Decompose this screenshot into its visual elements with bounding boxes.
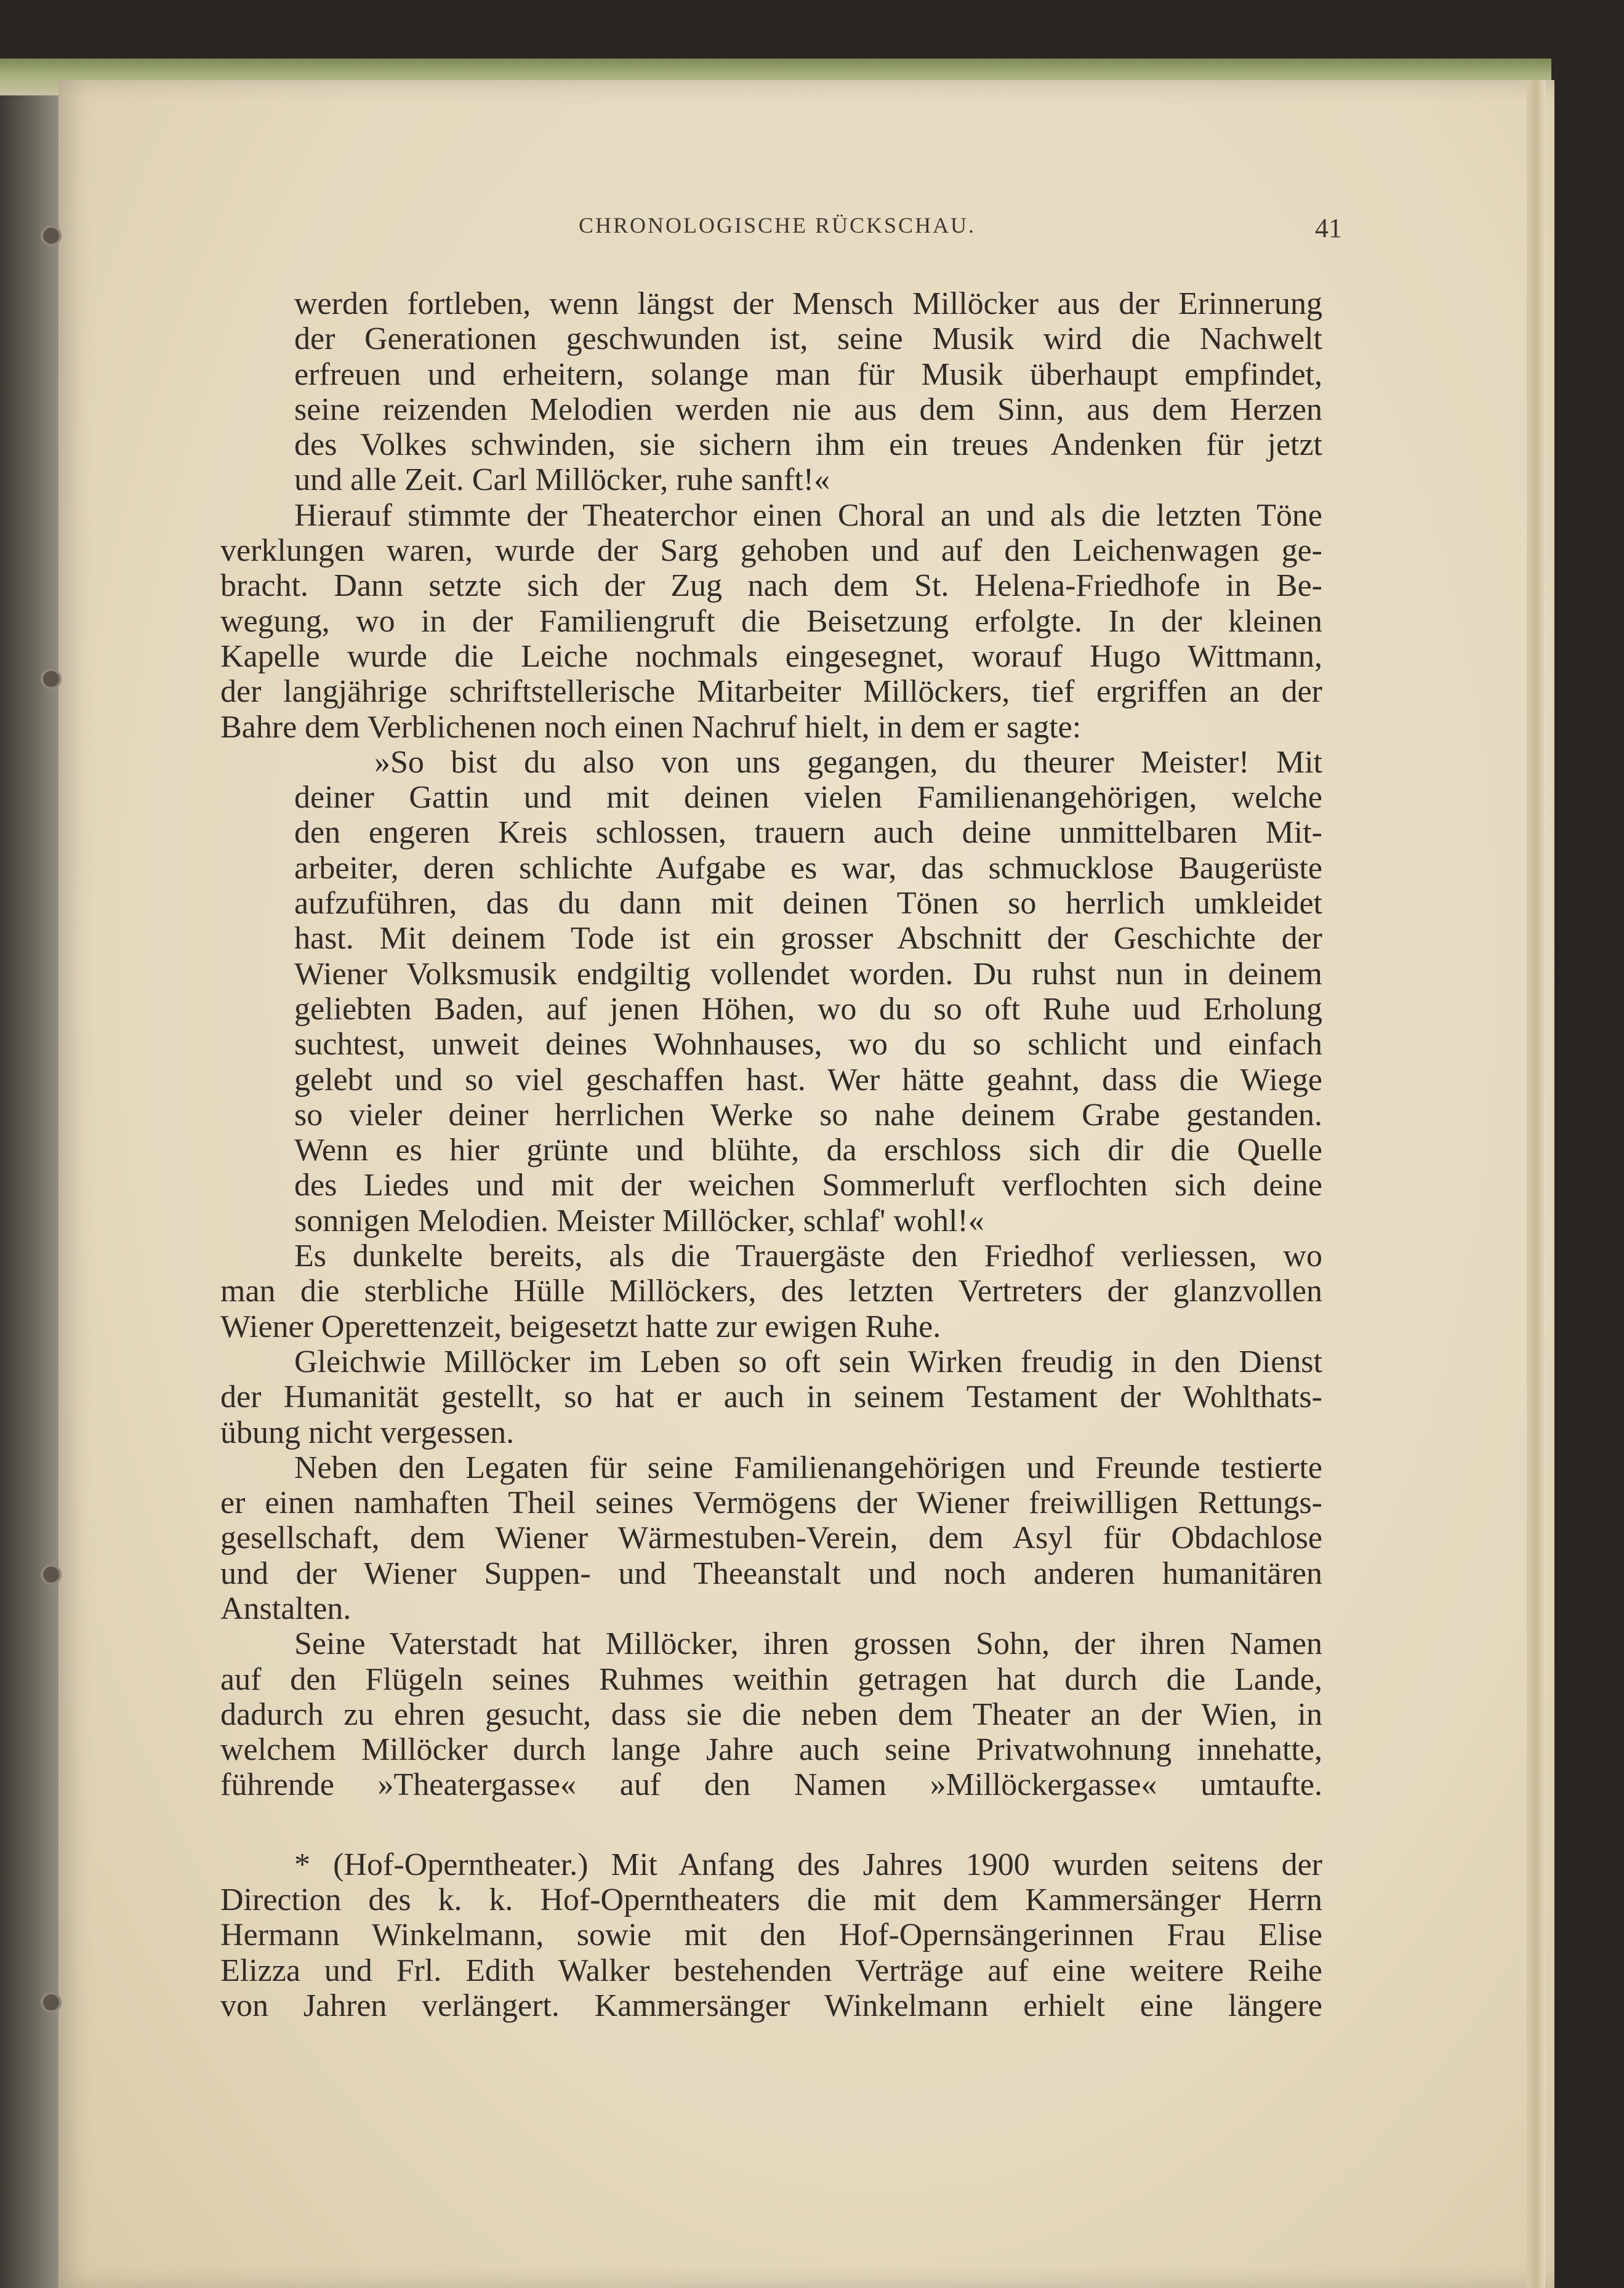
text-line: geliebten Baden, auf jenen Höhen, wo du so oft Ruhe uud Erholung — [294, 991, 1322, 1027]
binding-thread-mark — [43, 671, 59, 687]
text-line: Gleichwie Millöcker im Leben so oft sein Wirken freudig in den Dienst — [294, 1344, 1322, 1379]
text-line: Wiener Volksmusik endgiltig vollendet worden. Du ruhst nun in deinem — [294, 956, 1322, 992]
text-line: Elizza und Frl. Edith Walker bestehenden Verträge auf eine weitere Reihe — [220, 1953, 1322, 1988]
text-line: Neben den Legaten für seine Familienangehörigen und Freunde testierte — [294, 1450, 1322, 1485]
page-stack-edge — [1527, 80, 1545, 2288]
text-line: der langjährige schriftstellerische Mitarbeiter Millöckers, tief ergriffen an der — [220, 674, 1322, 710]
text-line: Wenn es hier grünte und blühte, da erschloss sich dir die Quelle — [294, 1133, 1322, 1168]
text-line: aufzuführen, das du dann mit deinen Tönen so herrlich umkleidet — [294, 886, 1322, 921]
text-line: Seine Vaterstadt hat Millöcker, ihren grossen Sohn, der ihren Namen — [294, 1626, 1322, 1662]
text-line: er einen namhaften Theil seines Vermögens der Wiener freiwilligen Rettungs- — [220, 1485, 1322, 1521]
text-line: verklungen waren, wurde der Sarg gehoben und auf den Leichenwagen ge- — [220, 533, 1322, 569]
text-line: gesellschaft, dem Wiener Wärmestuben-Verein, dem Asyl für Obdachlose — [220, 1520, 1322, 1556]
binding-thread-mark — [43, 228, 59, 244]
text-line: und alle Zeit. Carl Millöcker, ruhe sanft!« — [294, 462, 830, 498]
text-line: Hierauf stimmte der Theaterchor einen Choral an und als die letzten Töne — [294, 497, 1322, 533]
header-title: CHRONOLOGISCHE RÜCKSCHAU. — [579, 213, 976, 238]
text-line: arbeiter, deren schlichte Aufgabe es war, das schmucklose Baugerüste — [294, 850, 1322, 886]
text-line: wegung, wo in der Familiengruft die Beisetzung erfolgte. In der kleinen — [220, 603, 1322, 639]
text-line: dadurch zu ehren gesucht, dass sie die neben dem Theater an der Wien, in — [220, 1696, 1322, 1732]
text-line: Hermann Winkelmann, sowie mit den Hof-Opernsängerinnen Frau Elise — [220, 1917, 1322, 1953]
body-text — [220, 286, 1322, 2023]
text-line: erfreuen und erheitern, solange man für Musik überhaupt empfindet, — [294, 356, 1322, 392]
text-line: welchem Millöcker durch lange Jahre auch seine Privatwohnung innehatte, — [220, 1732, 1322, 1768]
text-line: werden fortleben, wenn längst der Mensch Millöcker aus der Erinnerung — [294, 286, 1322, 321]
text-line: der Humanität gestellt, so hat er auch in seinem Testament der Wohlthats- — [220, 1379, 1322, 1415]
text-line: hast. Mit deinem Tode ist ein grosser Abschnitt der Geschichte der — [294, 921, 1322, 957]
text-line: sonnigen Melodien. Meister Millöcker, schlaf' wohl!« — [294, 1203, 984, 1238]
text-line: man die sterbliche Hülle Millöckers, des letzten Vertreters der glanzvollen — [220, 1274, 1322, 1309]
text-line: und der Wiener Suppen- und Theeanstalt und noch anderen humanitären — [220, 1555, 1322, 1591]
text-line: des Volkes schwinden, sie sichern ihm ein treues Andenken für jetzt — [294, 427, 1322, 463]
text-line: so vieler deiner herrlichen Werke so nahe deinem Grabe gestanden. — [294, 1097, 1322, 1133]
text-line: deiner Gattin und mit deinen vielen Familienangehörigen, welche — [294, 780, 1322, 816]
text-line: führende »Theatergasse« auf den Namen »Millöckergasse« umtaufte. — [220, 1767, 1322, 1803]
section-gap — [220, 1803, 1322, 1847]
text-line: übung nicht vergessen. — [220, 1415, 515, 1450]
text-line: der Generationen geschwunden ist, seine Musik wird die Nachwelt — [294, 321, 1322, 357]
text-line: Direction des k. k. Hof-Operntheaters die mit dem Kammersänger Herrn — [220, 1882, 1322, 1918]
page-number: 41 — [1315, 213, 1342, 243]
text-line: Es dunkelte bereits, als die Trauergäste den Friedhof verliessen, wo — [294, 1238, 1322, 1274]
text-line: gelebt und so viel geschaffen hast. Wer hätte geahnt, dass die Wiege — [294, 1062, 1322, 1098]
text-line: seine reizenden Melodien werden nie aus dem Sinn, aus dem Herzen — [294, 391, 1322, 427]
binding-thread-mark — [43, 1994, 59, 2010]
text-line: Wiener Operettenzeit, beigesetzt hatte zur ewigen Ruhe. — [220, 1309, 941, 1344]
text-line: Anstalten. — [220, 1591, 352, 1626]
text-line: »So bist du also von uns gegangen, du theurer Meister! Mit — [374, 744, 1322, 780]
text-line: von Jahren verlängert. Kammersänger Winkelmann erhielt eine längere — [220, 1988, 1322, 2023]
text-line: bracht. Dann setzte sich der Zug nach dem St. Helena-Friedhofe in Be- — [220, 568, 1322, 604]
text-line: des Liedes und mit der weichen Sommerluft verflochten sich deine — [294, 1168, 1322, 1203]
text-line: * (Hof-Operntheater.) Mit Anfang des Jahres 1900 wurden seitens der — [294, 1847, 1322, 1882]
text-line: auf den Flügeln seines Ruhmes weithin getragen hat durch die Lande, — [220, 1661, 1322, 1697]
text-line: den engeren Kreis schlossen, trauern auch deine unmittelbaren Mit- — [294, 815, 1322, 851]
text-line: Kapelle wurde die Leiche nochmals eingesegnet, worauf Hugo Wittmann, — [220, 638, 1322, 674]
text-line: suchtest, unweit deines Wohnhauses, wo du so schlicht und einfach — [294, 1027, 1322, 1062]
text-line: Bahre dem Verblichenen noch einen Nachruf hielt, in dem er sagte: — [220, 709, 1082, 745]
binding-thread-mark — [43, 1567, 59, 1583]
